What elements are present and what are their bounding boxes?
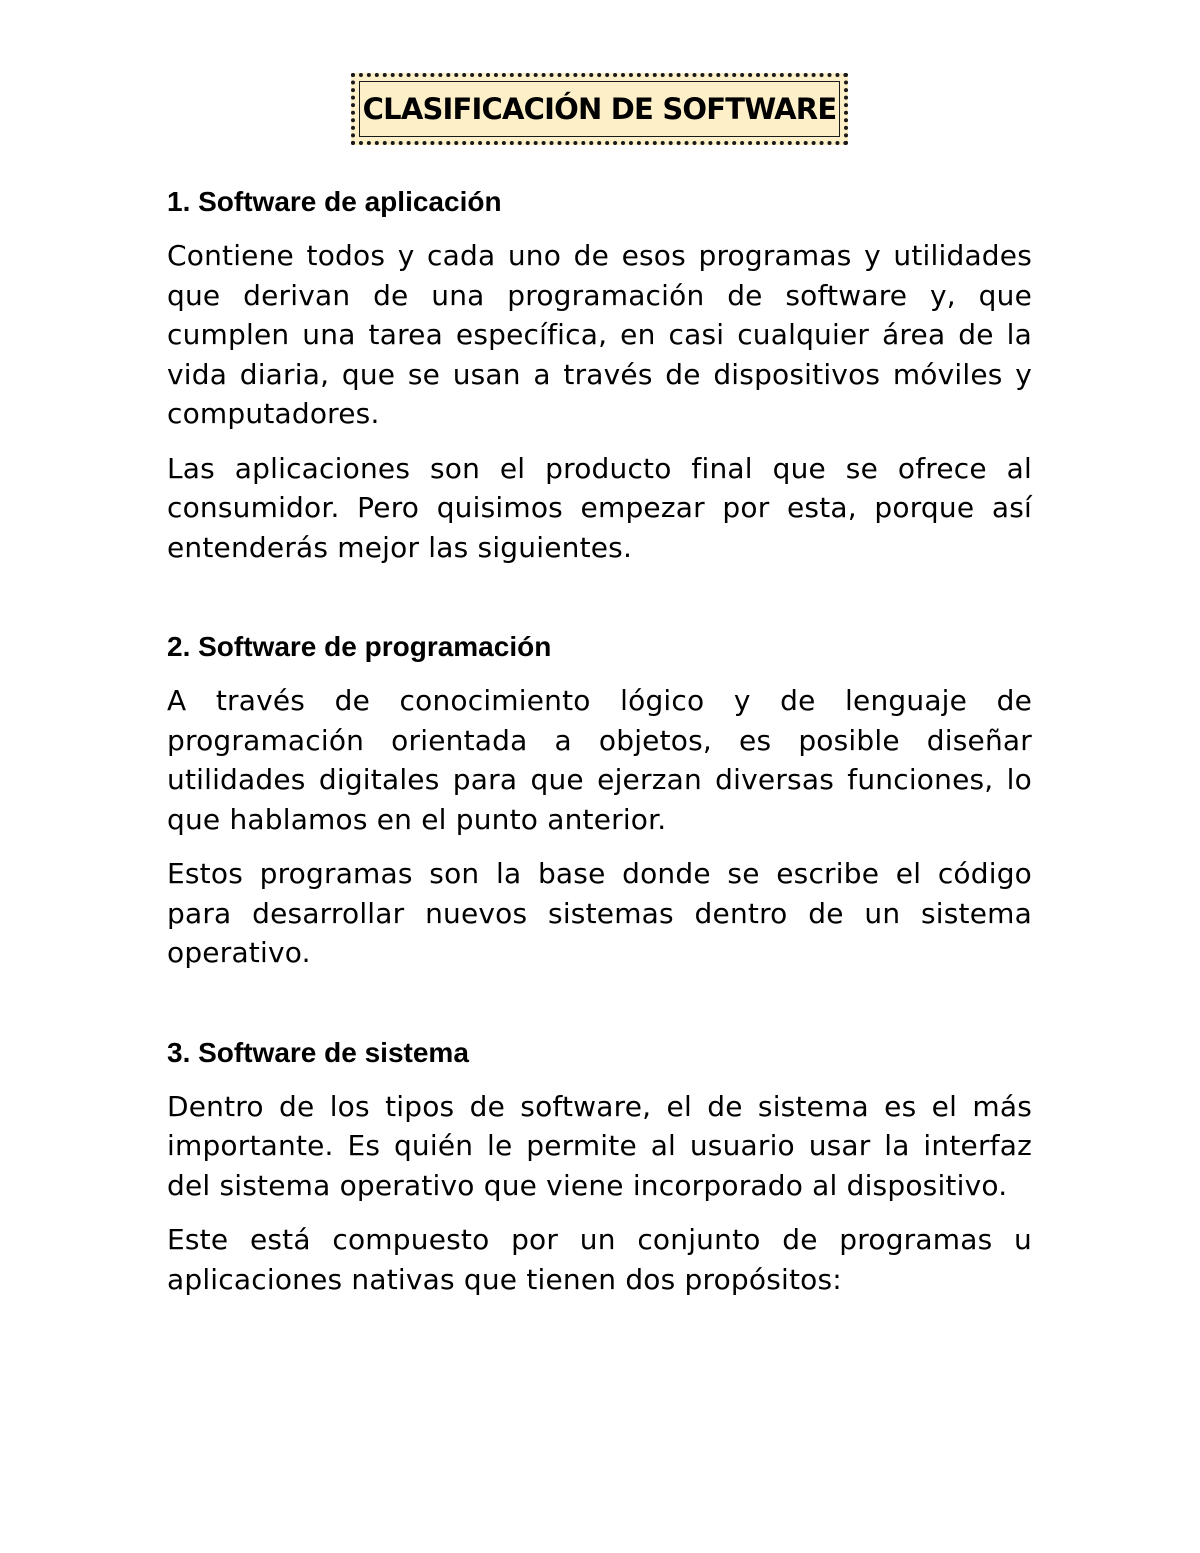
document-body: [167, 182, 1032, 1359]
paragraph: Este está compuesto por un conjunto de programas u aplicaciones nativas que tienen dos propósitos:: [167, 1223, 1032, 1296]
paragraph: Dentro de los tipos de software, el de sistema es el más importante. Es quién le permite al usuario usar la interfaz del sistema operativo que viene incorporado al dispositivo.: [167, 1089, 1032, 1202]
section-application-software: [167, 182, 1032, 567]
section-system-software: [167, 1033, 1032, 1300]
paragraph: Las aplicaciones son el producto final que se ofrece al consumidor. Pero quisimos empezar por esta, porque así entenderás mejor las siguientes.: [167, 451, 1032, 564]
paragraph: A través de conocimiento lógico y de lenguaje de programación orientada a objetos, es posible diseñar utilidades digitales para que ejerzan diversas funciones, lo que hablamos en el punto anterior.: [167, 684, 1032, 836]
paragraph: Contiene todos y cada uno de esos programas y utilidades que derivan de una programación de software y, que cumplen una tarea específica, en casi cualquier área de la vida diaria, que se usan a través de dispositivos móviles y computadores.: [167, 239, 1032, 430]
title-box: [351, 73, 848, 145]
section-heading: 3. Software de sistema: [167, 1036, 469, 1068]
document-title: CLASIFICACIÓN DE SOFTWARE: [362, 92, 837, 126]
section-heading: 1. Software de aplicación: [167, 186, 502, 217]
paragraph: Estos programas son la base donde se escribe el código para desarrollar nuevos sistemas dentro de un sistema operativo.: [167, 857, 1032, 969]
section-programming-software: [167, 627, 1032, 973]
section-heading: 2. Software de programación: [167, 631, 552, 662]
